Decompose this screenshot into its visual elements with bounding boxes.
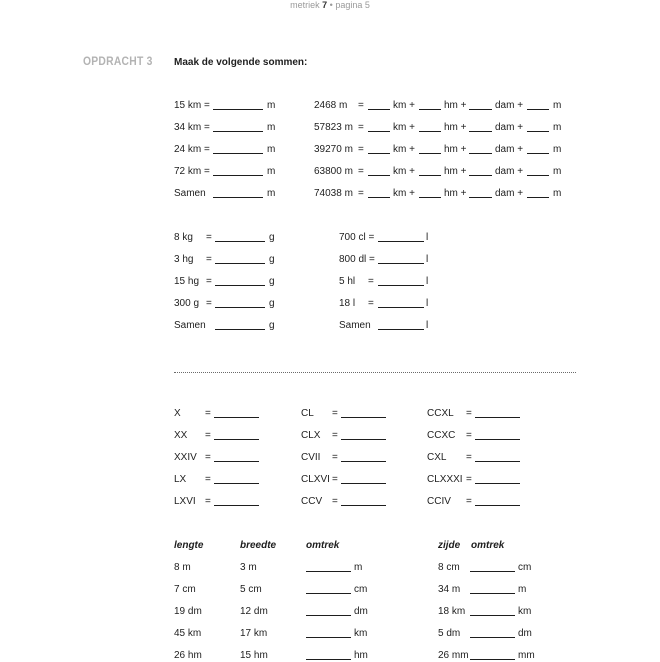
equals-sign: = [466,474,472,485]
unit-label: m [267,188,276,199]
unit-label: m [267,166,276,177]
unit-label: g [269,298,275,309]
unit-label: km + [393,166,415,177]
roman-numeral: LXVI [174,496,196,507]
roman-numeral: CXL [427,452,447,463]
equals-sign: = [358,166,364,177]
answer-blank[interactable] [378,254,424,264]
column-header-side: zijde [438,540,461,551]
answer-blank[interactable] [215,298,265,308]
equals-sign: = [206,254,212,265]
header-number: 7 [322,0,328,10]
km-left-label: 24 km = [174,144,210,155]
km-right-label: 2468 m [314,100,348,111]
equals-sign: = [332,452,338,463]
volume-label: 800 dl = [339,254,375,265]
unit-label: m [518,584,527,595]
column-header-width: breedte [240,540,277,551]
unit-label: l [426,298,429,309]
exercise-label: OPDRACHT 3 [83,54,153,68]
unit-label: dam + [495,188,524,199]
answer-blank[interactable] [419,122,441,132]
answer-blank[interactable] [475,408,520,418]
side-value: 8 cm [438,562,460,573]
equals-sign: = [206,232,212,243]
unit-label: dm [354,606,368,617]
side-value: 26 mm [438,650,469,661]
answer-blank[interactable] [341,474,386,484]
roman-numeral: CVII [301,452,321,463]
width-value: 5 cm [240,584,262,595]
unit-label: hm + [444,122,467,133]
answer-blank[interactable] [341,496,386,506]
answer-blank[interactable] [419,188,441,198]
equals-sign: = [332,430,338,441]
header-page: pagina 5 [335,0,370,10]
unit-label: dm [518,628,532,639]
answer-blank[interactable] [475,430,520,440]
roman-numeral: CL [301,408,314,419]
answer-blank[interactable] [470,562,515,572]
answer-blank[interactable] [378,320,424,330]
answer-blank[interactable] [341,452,386,462]
answer-blank[interactable] [527,144,549,154]
km-right-label: 39270 m [314,144,353,155]
answer-blank[interactable] [470,606,515,616]
unit-label: cm [518,562,532,573]
km-left-label: Samen [174,188,206,199]
unit-label: km [354,628,368,639]
answer-blank[interactable] [527,166,549,176]
unit-label: dam + [495,122,524,133]
answer-blank[interactable] [214,430,259,440]
answer-blank[interactable] [214,452,259,462]
answer-blank[interactable] [419,100,441,110]
column-header-perimeter: omtrek [471,540,505,551]
answer-blank[interactable] [215,276,265,286]
answer-blank[interactable] [215,320,265,330]
weight-label: Samen [174,320,206,331]
roman-numeral: CCXC [427,430,456,441]
equals-sign: = [358,188,364,199]
equals-sign: = [358,100,364,111]
answer-blank[interactable] [215,232,265,242]
unit-label: dam + [495,144,524,155]
width-value: 17 km [240,628,268,639]
length-value: 8 m [174,562,191,573]
answer-blank[interactable] [214,474,259,484]
unit-label: l [426,254,429,265]
unit-label: dam + [495,100,524,111]
unit-label: km + [393,188,415,199]
roman-numeral: CLXVI [301,474,330,485]
km-right-label: 63800 m [314,166,353,177]
answer-blank[interactable] [470,650,515,660]
answer-blank[interactable] [378,276,424,286]
header-prefix: metriek [290,0,320,10]
equals-sign: = [205,474,211,485]
answer-blank[interactable] [213,166,263,176]
unit-label: hm + [444,166,467,177]
roman-numeral: CLXXXI [427,474,463,485]
km-left-label: 72 km = [174,166,210,177]
side-value: 18 km [438,606,466,617]
answer-blank[interactable] [470,584,515,594]
unit-label: m [553,188,562,199]
answer-blank[interactable] [214,496,259,506]
unit-label: g [269,232,275,243]
roman-numeral: CCIV [427,496,451,507]
equals-sign: = [466,452,472,463]
roman-numeral: CLX [301,430,321,441]
unit-label: hm + [444,100,467,111]
unit-label: g [269,254,275,265]
weight-label: 15 hg [174,276,200,287]
answer-blank[interactable] [470,628,515,638]
km-right-label: 74038 m [314,188,353,199]
answer-blank[interactable] [368,188,390,198]
answer-blank[interactable] [419,166,441,176]
equals-sign: = [206,298,212,309]
dotted-divider [174,372,576,373]
unit-label: hm [354,650,368,661]
answer-blank[interactable] [213,100,263,110]
unit-label: km [518,606,532,617]
unit-label: m [553,100,562,111]
unit-label: mm [518,650,535,661]
length-value: 19 dm [174,606,202,617]
volume-label: 700 cl = [339,232,375,243]
answer-blank[interactable] [368,144,390,154]
unit-label: m [553,144,562,155]
unit-label: hm + [444,144,467,155]
unit-label: m [354,562,363,573]
column-header-perimeter: omtrek [306,540,340,551]
answer-blank[interactable] [527,188,549,198]
instruction: Maak de volgende sommen: [174,57,308,68]
answer-blank[interactable] [214,408,259,418]
answer-blank[interactable] [215,254,265,264]
unit-label: km + [393,122,415,133]
roman-numeral: LX [174,474,187,485]
equals-sign: = [205,452,211,463]
roman-numeral: X [174,408,181,419]
unit-label: l [426,320,429,331]
roman-numeral: CCXL [427,408,454,419]
volume-label: Samen [339,320,371,331]
unit-label: l [426,232,429,243]
unit-label: m [267,144,276,155]
answer-blank[interactable] [368,100,390,110]
unit-label: dam + [495,166,524,177]
unit-label: km + [393,100,415,111]
length-value: 45 km [174,628,202,639]
unit-label: g [269,276,275,287]
width-value: 3 m [240,562,257,573]
unit-label: hm + [444,188,467,199]
answer-blank[interactable] [469,144,492,154]
weight-label: 300 g [174,298,200,309]
unit-label: m [267,100,276,111]
answer-blank[interactable] [469,122,492,132]
equals-sign: = [466,408,472,419]
equals-sign: = [358,144,364,155]
answer-blank[interactable] [306,584,351,594]
answer-blank[interactable] [341,430,386,440]
equals-sign: = [205,408,211,419]
roman-numeral: XXIV [174,452,197,463]
answer-blank[interactable] [341,408,386,418]
answer-blank[interactable] [378,232,424,242]
answer-blank[interactable] [378,298,424,308]
page-header [0,0,660,10]
answer-blank[interactable] [213,188,263,198]
weight-label: 8 kg [174,232,193,243]
weight-label: 3 hg [174,254,194,265]
side-value: 5 dm [438,628,461,639]
unit-label: cm [354,584,368,595]
answer-blank[interactable] [213,144,263,154]
answer-blank[interactable] [527,100,549,110]
answer-blank[interactable] [469,100,492,110]
equals-sign: = [368,276,374,287]
unit-label: m [553,166,562,177]
volume-label: 18 l [339,298,356,309]
answer-blank[interactable] [368,122,390,132]
equals-sign: = [466,496,472,507]
equals-sign: = [332,408,338,419]
equals-sign: = [332,474,338,485]
answer-blank[interactable] [469,188,492,198]
column-header-length: lengte [174,540,204,551]
km-left-label: 15 km = [174,100,210,111]
equals-sign: = [206,276,212,287]
length-value: 26 hm [174,650,202,661]
answer-blank[interactable] [475,452,520,462]
unit-label: km + [393,144,415,155]
width-value: 12 dm [240,606,268,617]
answer-blank[interactable] [469,166,492,176]
unit-label: m [267,122,276,133]
unit-label: m [553,122,562,133]
roman-numeral: CCV [301,496,323,507]
length-value: 7 cm [174,584,196,595]
equals-sign: = [205,430,211,441]
answer-blank[interactable] [306,628,351,638]
unit-label: g [269,320,275,331]
side-value: 34 m [438,584,461,595]
answer-blank[interactable] [419,144,441,154]
width-value: 15 hm [240,650,268,661]
answer-blank[interactable] [527,122,549,132]
answer-blank[interactable] [368,166,390,176]
header-separator: • [329,0,333,10]
answer-blank[interactable] [306,562,351,572]
volume-label: 5 hl [339,276,356,287]
answer-blank[interactable] [475,474,520,484]
unit-label: l [426,276,429,287]
answer-blank[interactable] [306,650,351,660]
answer-blank[interactable] [213,122,263,132]
equals-sign: = [332,496,338,507]
roman-numeral: XX [174,430,188,441]
equals-sign: = [205,496,211,507]
km-right-label: 57823 m [314,122,353,133]
equals-sign: = [368,298,374,309]
answer-blank[interactable] [306,606,351,616]
equals-sign: = [358,122,364,133]
km-left-label: 34 km = [174,122,210,133]
equals-sign: = [466,430,472,441]
answer-blank[interactable] [475,496,520,506]
